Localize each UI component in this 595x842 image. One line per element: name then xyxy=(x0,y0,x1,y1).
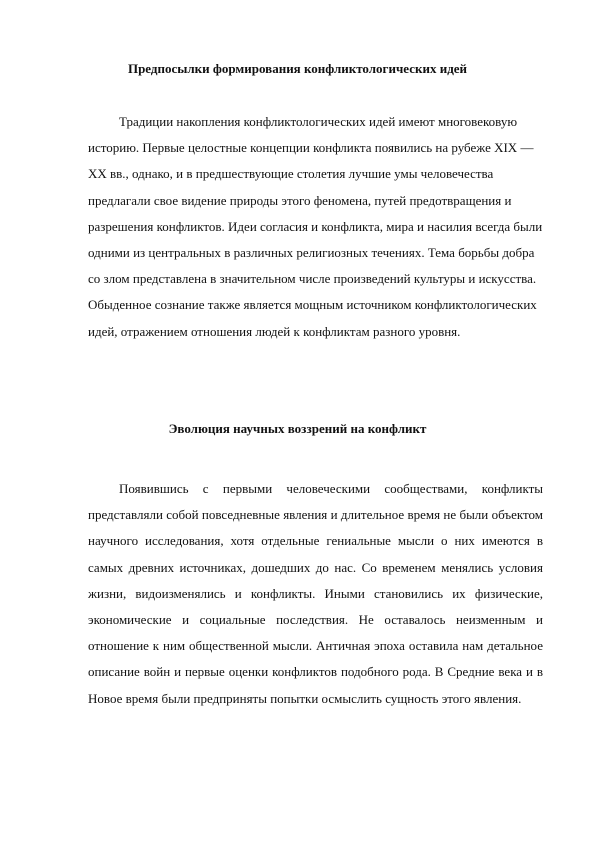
section-title-evolution: Эволюция научных воззрений на конфликт xyxy=(168,421,427,436)
paragraph-prerequisites: Традиции накопления конфликтологических идей имеют многовековую историю. Первые целостные концепции конфликта появились на рубеже XIX —XX вв., однако, и в предшествующие столетия лучшие умы человечества предлагали свое видение природы этого феномена, путей предотвращения и разрешения конфликтов. Идеи согласия и конфликта, мира и насилия всегда были одними из центральных в различных религиозных течениях. Тема борьбы добра со злом представлена в значительном числе произведений культуры и искусства. Обыденное сознание также является мощным источником конфликтологических идей, отражением отношения людей к конфликтам разного уровня. xyxy=(88,114,543,339)
section-title-prerequisites: Предпосылки формирования конфликтологических идей xyxy=(127,61,468,76)
paragraph-evolution: Появившись с первыми человеческими сообществами, конфликты представляли собой повседневные явления и длительное время не были объектом научного исследования, хотя отдельные гениальные мысли о них имеются в самых древних источниках, дошедших до нас. Со временем менялись условия жизни, видоизменялись и конфликты. Иными становились их физические, экономические и социальные последствия. Не оставалось неизменным и отношение к ним общественной мысли. Античная эпоха оставила нам детальное описание войн и первые оценки конфликтов подобного рода. В Средние века и в Новое время были предприняты попытки осмыслить сущность этого явления. xyxy=(88,481,543,706)
